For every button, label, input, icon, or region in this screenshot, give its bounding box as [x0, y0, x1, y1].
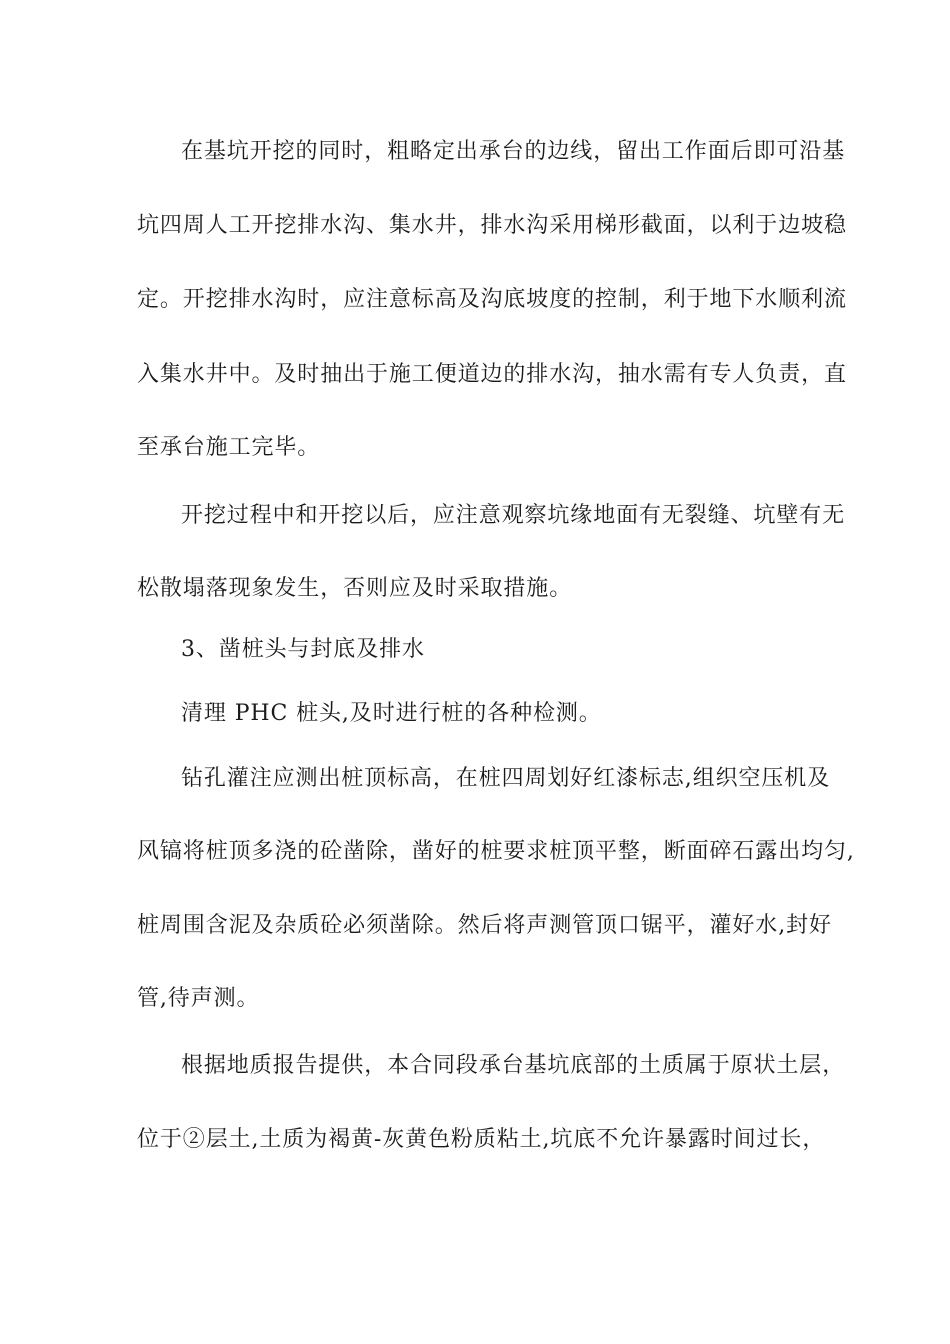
text-line: 风镐将桩顶多浇的砼凿除，凿好的桩要求桩顶平整，断面碎石露出均匀,	[137, 839, 855, 864]
text-line: 在基坑开挖的同时，粗略定出承台的边线，留出工作面后即可沿基	[181, 139, 846, 164]
text-line: 桩周围含泥及杂质砼必须凿除。然后将声测管顶口锯平，灌好水,封好	[137, 913, 832, 938]
text-line: 入集水井中。及时抽出于施工便道边的排水沟，抽水需有专人负责，直	[137, 362, 847, 387]
text-line: 松散塌落现象发生，否则应及时采取措施。	[137, 576, 573, 601]
text-line: 钻孔灌注应测出桩顶标高，在桩四周划好红漆标志,组织空压机及	[181, 766, 831, 791]
text-line: 清理 PHC 桩头,及时进行桩的各种检测。	[181, 701, 602, 726]
text-line: 管,待声测。	[137, 986, 260, 1011]
section-heading: 3、凿桩头与封底及排水	[181, 637, 425, 662]
text-line: 根据地质报告提供，本合同段承台基坑底部的土质属于原状土层，	[181, 1053, 846, 1078]
text-line: 位于②层土,土质为褐黄-灰黄色粉质粘土,坑底不允许暴露时间过长，	[137, 1127, 826, 1152]
text-line: 开挖过程中和开挖以后，应注意观察坑缘地面有无裂缝、坑壁有无	[181, 503, 846, 528]
text-line: 定。开挖排水沟时，应注意标高及沟底坡度的控制，利于地下水顺利流	[137, 287, 847, 312]
text-line: 至承台施工完毕。	[137, 435, 321, 460]
text-line: 坑四周人工开挖排水沟、集水井，排水沟采用梯形截面，以利于边坡稳	[137, 213, 847, 238]
